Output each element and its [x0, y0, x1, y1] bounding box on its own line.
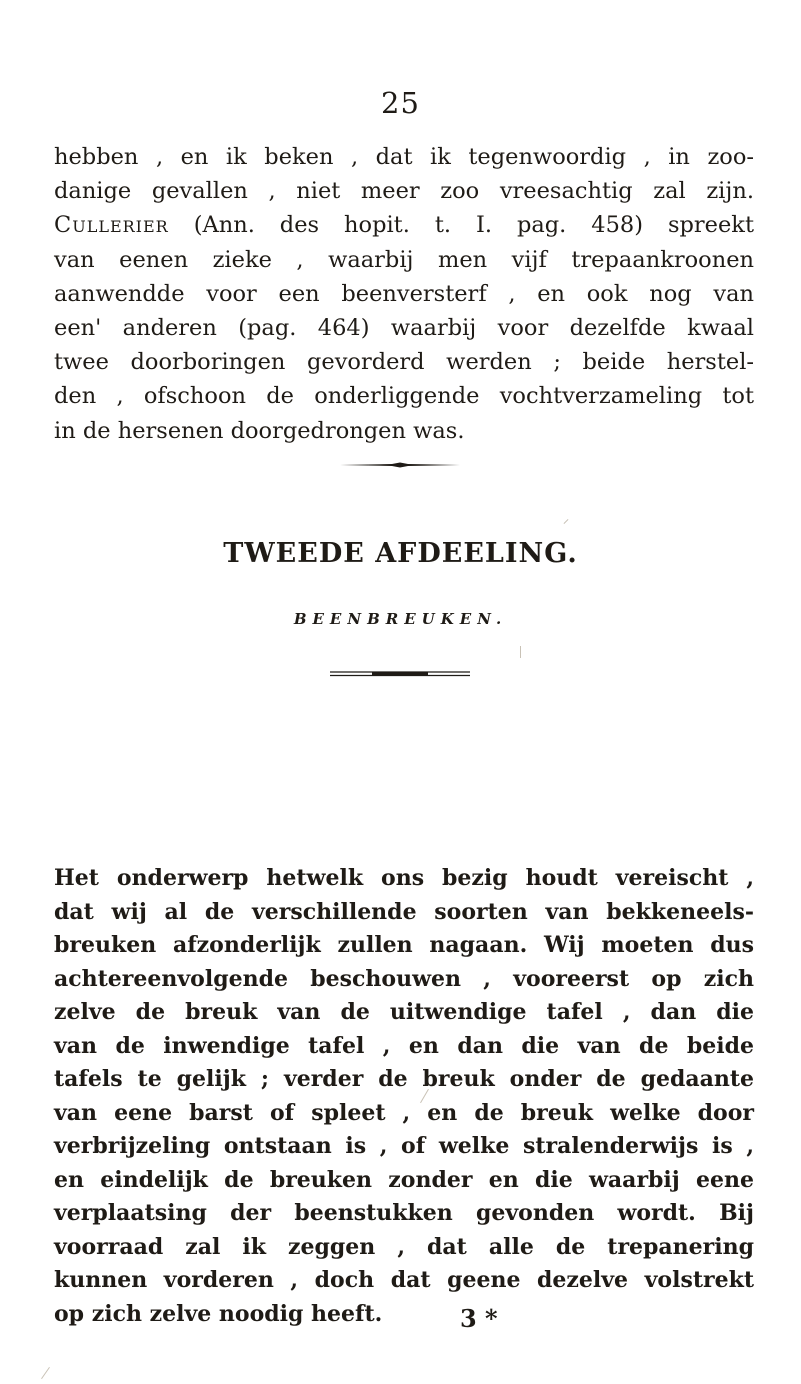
double-rule: [0, 670, 801, 678]
page-number: 25: [381, 86, 420, 120]
text-line: danige gevallen , niet meer zoo vreesachtig zal zijn.: [54, 178, 754, 205]
text-line: zelve de breuk van de uitwendige tafel , dan die: [54, 999, 754, 1025]
signature-mark: 3 *: [460, 1304, 498, 1333]
text-line: Het onderwerp hetwelk ons bezig houdt vereischt ,: [54, 865, 754, 891]
text-line: tafels te gelijk ; verder de breuk onder de gedaante: [54, 1066, 754, 1092]
paper-speck: [520, 646, 521, 658]
text-line: breuken afzonderlijk zullen nagaan. Wij moeten dus: [54, 932, 754, 958]
text-line: in de hersenen doorgedrongen was.: [54, 417, 465, 444]
text-line: een' anderen (pag. 464) waarbij voor dezelfde kwaal: [54, 314, 754, 341]
text-line: van de inwendige tafel , en dan die van de beide: [54, 1032, 754, 1059]
section-heading: TWEEDE AFDEELING.: [223, 538, 578, 569]
text-line: van eene barst of spleet , en de breuk welke door: [54, 1099, 754, 1126]
text-line: van eenen zieke , waarbij men vijf trepaankroonen: [54, 246, 754, 273]
text-line: voorraad zal ik zeggen , dat alle de trepanering: [54, 1233, 754, 1260]
author-name: Cullerier: [54, 212, 169, 239]
text-line: hebben , en ik beken , dat ik tegenwoordig , in zoo-: [54, 144, 754, 170]
section-subheading: BEENBREUKEN.: [293, 610, 508, 628]
text-line: kunnen vorderen , doch dat geene dezelve volstrekt: [54, 1267, 754, 1293]
text-line: achtereenvolgende beschouwen , vooreerst op zich: [54, 965, 754, 992]
text-line: [54, 208, 754, 242]
text-line: op zich zelve noodig heeft.: [54, 1300, 383, 1327]
text-line: twee doorboringen gevorderd werden ; beide herstel-: [54, 349, 754, 376]
text-line: den , ofschoon de onderliggende vochtverzameling tot: [54, 383, 754, 410]
text-line: aanwendde voor een beenversterf , en ook nog van: [54, 280, 754, 307]
text-line: dat wij al de verschillende soorten van bekkeneels-: [54, 898, 754, 925]
text-line: verplaatsing der beenstukken gevonden wordt. Bij: [54, 1200, 754, 1226]
paper-speck: [41, 1367, 50, 1379]
paper-speck: [564, 519, 569, 524]
text-line: verbrijzeling ontstaan is , of welke stralenderwijs is ,: [54, 1133, 754, 1159]
paragraph-2: [54, 862, 754, 1331]
paragraph-1: [54, 140, 754, 448]
text-line: en eindelijk de breuken zonder en die waarbij eene: [54, 1166, 754, 1193]
citation-text: (Ann. des hopit. t. I. pag. 458) spreekt: [168, 212, 754, 239]
ornamental-rule: [0, 462, 801, 468]
